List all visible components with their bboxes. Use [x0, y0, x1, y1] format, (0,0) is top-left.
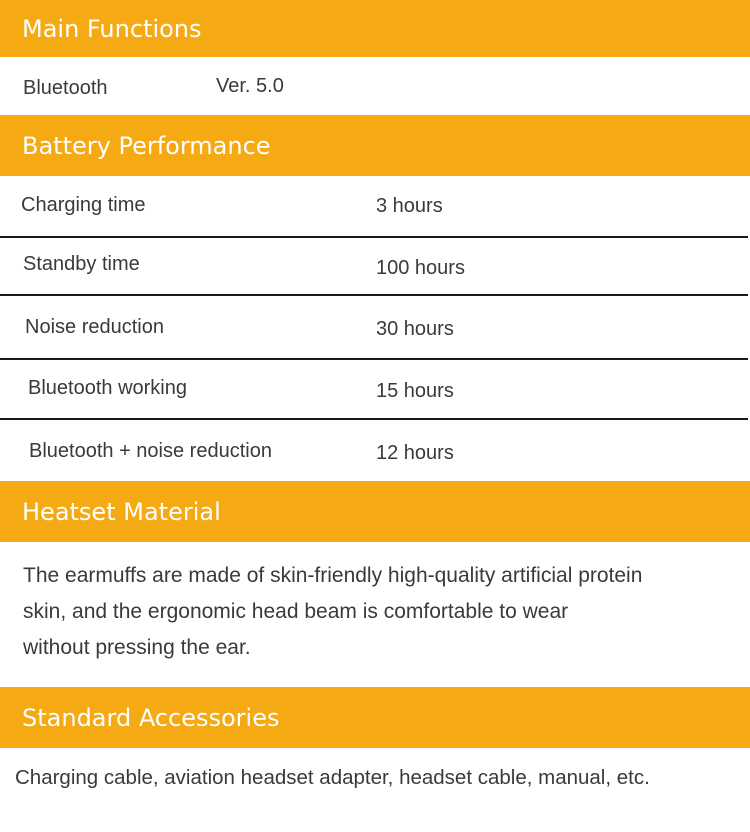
material-description: [23, 558, 743, 666]
row-divider: [0, 358, 748, 360]
section-title: Main Functions: [22, 14, 202, 43]
material-line: without pressing the ear.: [23, 636, 251, 659]
spec-value: 30 hours: [376, 318, 454, 340]
spec-label: Charging time: [21, 194, 146, 216]
section-header-battery-performance: [0, 115, 750, 176]
spec-label: Noise reduction: [25, 316, 164, 338]
material-line: skin, and the ergonomic head beam is comfortable to wear: [23, 600, 569, 623]
section-title: Heatset Material: [22, 497, 221, 526]
row-divider: [0, 236, 748, 238]
spec-value: 12 hours: [376, 442, 454, 464]
accessories-list: Charging cable, aviation headset adapter, headset cable, manual, etc.: [15, 766, 650, 789]
section-header-headset-material: [0, 481, 750, 542]
spec-label: Standby time: [23, 253, 140, 275]
material-line: The earmuffs are made of skin-friendly high-quality artificial protein: [23, 564, 643, 587]
spec-label: Bluetooth + noise reduction: [29, 440, 272, 462]
row-divider: [0, 294, 748, 296]
section-header-main-functions: [0, 0, 750, 57]
spec-label: Bluetooth working: [28, 377, 187, 399]
spec-value: Ver. 5.0: [216, 75, 284, 97]
spec-value: 3 hours: [376, 195, 443, 217]
section-title: Standard Accessories: [22, 703, 280, 732]
row-divider: [0, 418, 748, 420]
spec-value: 15 hours: [376, 380, 454, 402]
spec-label: Bluetooth: [23, 77, 108, 99]
spec-value: 100 hours: [376, 257, 465, 279]
section-header-standard-accessories: [0, 687, 750, 748]
section-title: Battery Performance: [22, 131, 271, 160]
